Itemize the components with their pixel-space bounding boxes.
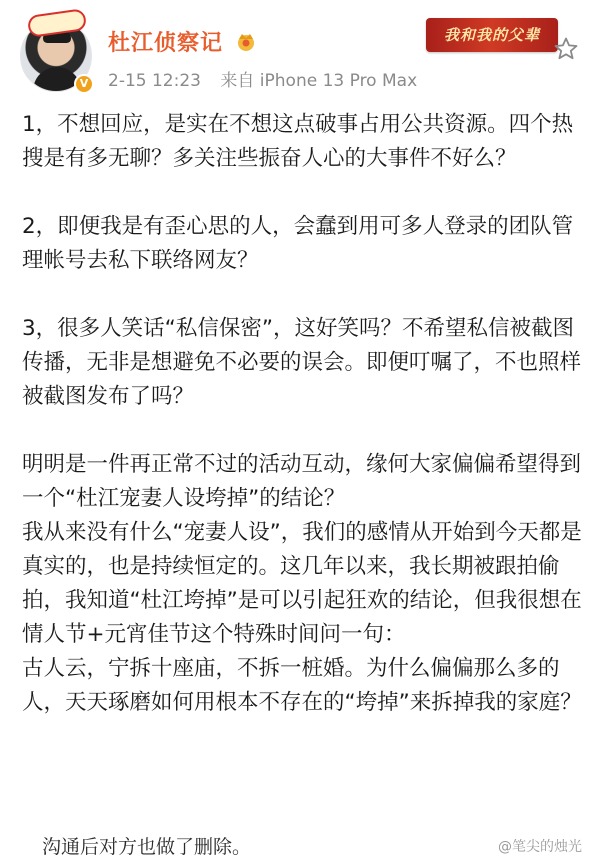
post-paragraph-4: 明明是一件再正常不过的活动互动，缘何大家偏偏希望得到一个“杜江宠妻人设垮掉”的结论？	[22, 452, 582, 511]
post-paragraph-6: 古人云，宁拆十座庙，不拆一桩婚。为什么偏偏那么多的人，天天琢磨如何用根本不存在的“垮掉”来拆掉我的家庭？	[22, 656, 582, 715]
member-banner[interactable]: 我和我的父辈	[426, 18, 558, 52]
watermark: @笔尖的烛光	[498, 839, 582, 855]
post-paragraph-1: 1，不想回应，是实在不想这点破事占用公共资源。四个热搜是有多无聊？多关注些振奋人心的大事件不好么？	[22, 112, 574, 171]
verified-badge-icon: V	[74, 74, 94, 94]
paragraph-gap	[22, 278, 582, 312]
username[interactable]: 杜江侦察记	[108, 31, 224, 56]
post-source: 来自 iPhone 13 Pro Max	[220, 71, 418, 91]
paragraph-gap	[22, 176, 582, 210]
post-date: 2-15 12:23	[108, 71, 201, 91]
paragraph-gap	[22, 414, 582, 448]
post-content	[22, 108, 582, 720]
avatar[interactable]	[20, 20, 92, 92]
crown-icon	[234, 30, 258, 52]
post-paragraph-2: 2，即便我是有歪心思的人，会蠢到用可多人登录的团队管理帐号去私下联络网友？	[22, 214, 574, 273]
star-icon[interactable]	[553, 36, 579, 62]
post-paragraph-3: 3，很多人笑话“私信保密”，这好笑吗？不希望私信被截图传播，无非是想避免不必要的误会。即便叮嘱了，不也照样被截图发布了吗？	[22, 316, 582, 409]
post-header	[0, 0, 600, 110]
post-footer-line: 沟通后对方也做了删除。	[42, 836, 252, 858]
post-meta	[108, 66, 431, 91]
post-paragraph-5: 我从来没有什么“宠妻人设”，我们的感情从开始到今天都是真实的，也是持续恒定的。这几年以来，我长期被跟拍偷拍，我知道“杜江垮掉”是可以引起狂欢的结论，但我很想在情人节+元宵佳节这个特殊时间问一句：	[22, 520, 582, 647]
